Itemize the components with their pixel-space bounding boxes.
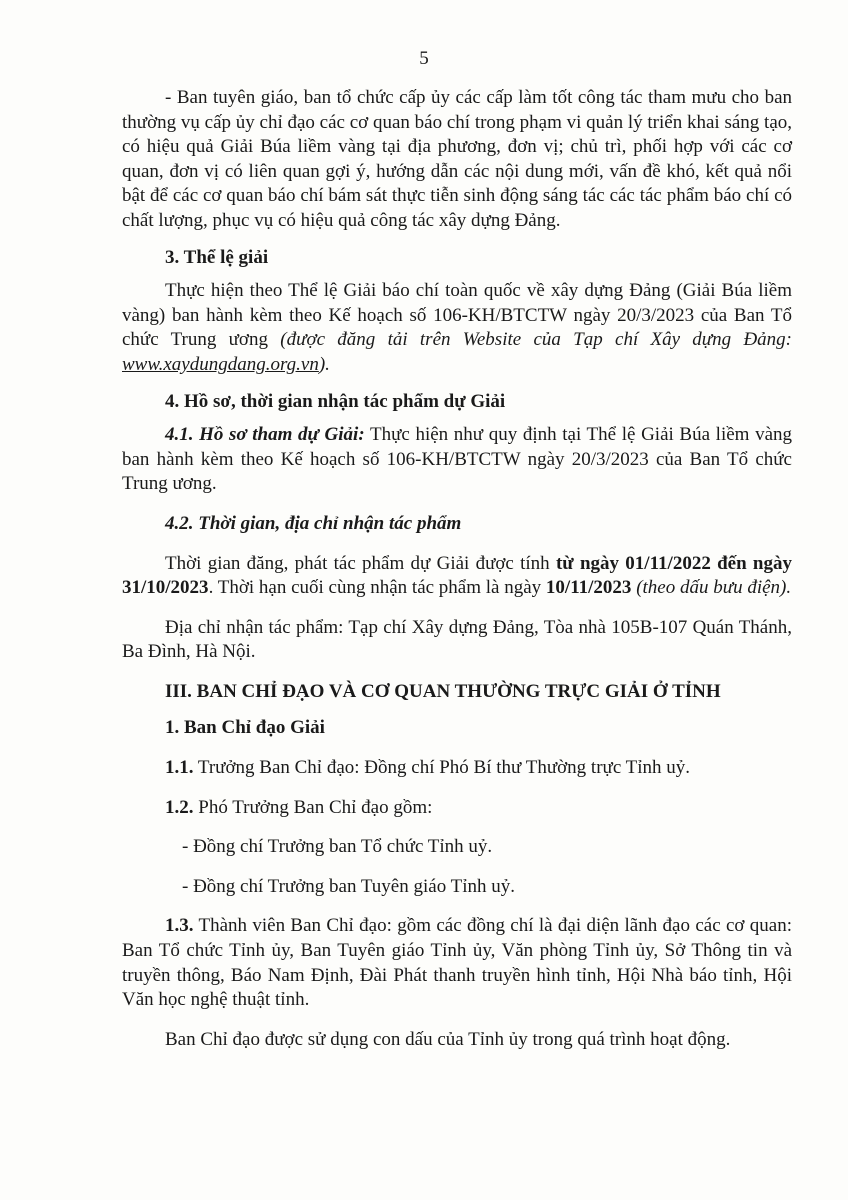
document-body: [122, 86, 792, 1052]
item-1-1-number: 1.1.: [165, 757, 194, 779]
item-1-2-text: Phó Trưởng Ban Chỉ đạo gồm:: [193, 796, 433, 818]
heading-section-iii: III. BAN CHỈ ĐẠO VÀ CƠ QUAN THƯỜNG TRỰC GIẢI Ở TỈNH: [165, 680, 721, 702]
item-1-2: [122, 796, 792, 821]
paragraph-submission-time: [122, 552, 792, 601]
time-text-c: . Thời hạn cuối cùng nhận tác phẩm là ngày: [208, 577, 546, 599]
paragraph-award-rules: [122, 279, 792, 377]
rules-website-note-end: ).: [318, 353, 330, 375]
rules-text: Thực hiện theo Thể lệ Giải báo chí toàn quốc về xây dựng Đảng (Giải Búa liềm vàng) ban hành kèm theo Kế hoạch số 106-KH/BTCTW ngày 20/3/2023 của Ban Tổ chức Trung ương: [122, 280, 792, 351]
item-1-3-number: 1.3.: [165, 915, 194, 937]
item-1-3-text: Thành viên Ban Chỉ đạo: gồm các đồng chí là đại diện lãnh đạo các cơ quan: Ban Tổ chức Tỉnh ủy, Ban Tuyên giáo Tỉnh ủy, Văn phòng Tỉnh ủy, Sở Thông tin và truyền thông, Báo Nam Định, Đài Phát thanh truyền hình tỉnh, Hội Nhà báo tỉnh, Hội Văn học nghệ thuật tỉnh.: [122, 915, 792, 1011]
dossier-label: 4.1. Hồ sơ tham dự Giải:: [165, 424, 365, 446]
item-1-2-number: 1.2.: [165, 796, 194, 818]
deadline-date: 10/11/2023: [545, 577, 632, 599]
heading-award-rules: 3. Thể lệ giải: [165, 246, 269, 268]
item-1-1-text: Trưởng Ban Chỉ đạo: Đồng chí Phó Bí thư Thường trực Tỉnh uỷ.: [193, 757, 691, 779]
heading-time-address: 4.2. Thời gian, địa chỉ nhận tác phẩm: [165, 512, 462, 534]
deputy-propaganda: - Đồng chí Trưởng ban Tuyên giáo Tỉnh uỷ.: [182, 875, 515, 897]
page-number: 5: [419, 48, 429, 69]
paragraph-propaganda-role: - Ban tuyên giáo, ban tổ chức cấp ủy các cấp làm tốt công tác tham mưu cho ban thường vụ cấp ủy chỉ đạo các cơ quan báo chí trong phạm vi quản lý triển khai sáng tạo, có hiệu quả Giải Búa liềm vàng tại địa phương, đơn vị; chủ trì, phối hợp với các cơ quan, đơn vị có liên quan gợi ý, hướng dẫn các nội dung mới, vấn đề khó, kết quả nổi bật để các cơ quan báo chí bám sát thực tiễn sinh động sáng tác các tác phẩm báo chí có chất lượng, phục vụ có hiệu quả công tác xây dựng Đảng.: [122, 87, 792, 231]
time-text-a: Thời gian đăng, phát tác phẩm dự Giải được tính: [165, 552, 556, 574]
paragraph-address: Địa chỉ nhận tác phẩm: Tạp chí Xây dựng Đảng, Tòa nhà 105B-107 Quán Thánh, Ba Đình, Hà Nội.: [122, 616, 792, 663]
deputy-organization: - Đồng chí Trưởng ban Tổ chức Tỉnh uỷ.: [182, 836, 493, 858]
time-range: từ ngày 01/11/2022 đến ngày 31/10/2023: [122, 552, 792, 599]
item-1-1: [122, 756, 792, 781]
dossier-text: Thực hiện như quy định tại Thể lệ Giải Búa liềm vàng ban hành kèm theo Kế hoạch số 106-KH/BTCTW ngày 20/3/2023 của Ban Tổ chức Trung ương.: [122, 424, 793, 495]
rules-website-note: (được đăng tải trên Website của Tạp chí Xây dựng Đảng:: [280, 329, 792, 351]
website-link[interactable]: www.xaydungdang.org.vn: [122, 353, 319, 375]
heading-steering-committee: 1. Ban Chỉ đạo Giải: [165, 717, 325, 739]
paragraph-dossier: [122, 423, 792, 497]
postmark-note: (theo dấu bưu điện).: [631, 577, 792, 599]
item-1-3: [122, 914, 792, 1012]
heading-submission: 4. Hồ sơ, thời gian nhận tác phẩm dự Giải: [165, 390, 506, 412]
paragraph-seal-usage: Ban Chỉ đạo được sử dụng con dấu của Tỉnh ủy trong quá trình hoạt động.: [165, 1028, 731, 1050]
